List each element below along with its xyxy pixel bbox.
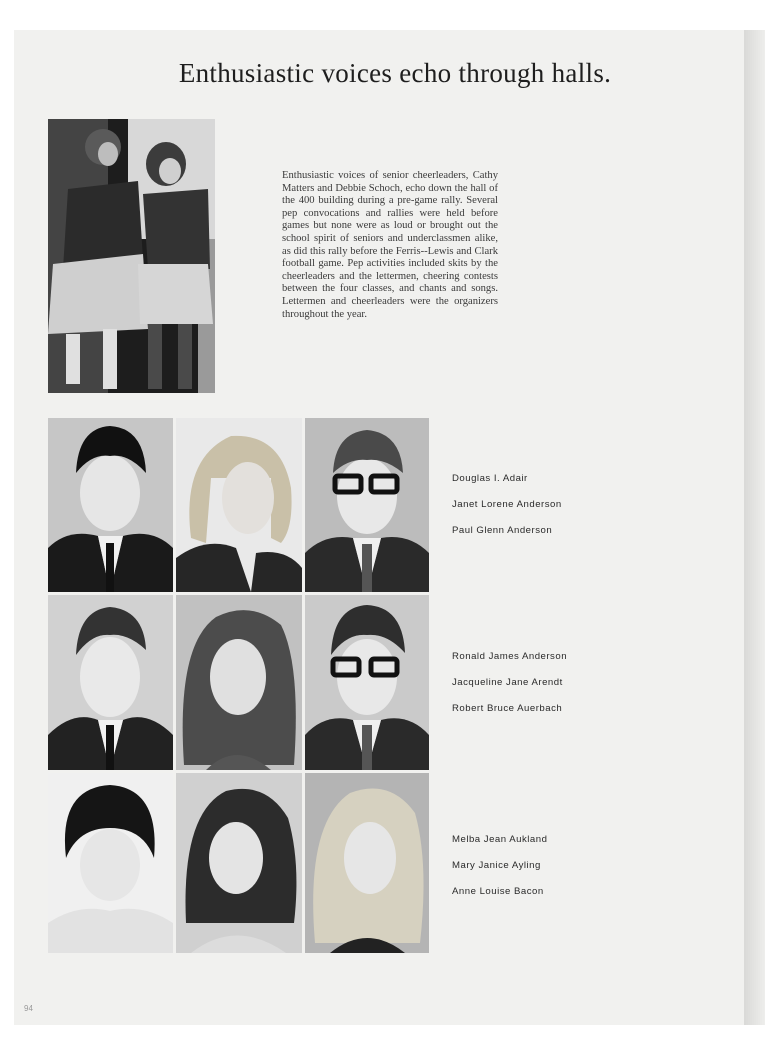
student-name: Robert Bruce Auerbach — [452, 703, 563, 714]
portrait-photo — [176, 595, 302, 770]
student-name: Anne Louise Bacon — [452, 886, 544, 897]
photo-caption: Enthusiastic voices of senior cheerleaders, Cathy Matters and Debbie Schoch, echo down the hall of the 400 building during a pre-game rally. Several pep convocations and rallies were held before games but none were as loud or brought out the school spirit of seniors and underclassmen alike, as did this rally before the Ferris--Lewis and Clark football game. Pep activities included skits by the cheerleaders and the lettermen, cheering contests between the four classes, and chants and songs. Lettermen and cheerleaders were the organizers throughout the year. — [282, 170, 498, 320]
portrait-photo — [305, 595, 429, 770]
portrait-photo — [48, 773, 173, 953]
student-name: Ronald James Anderson — [452, 651, 568, 662]
student-name: Douglas I. Adair — [452, 473, 528, 484]
portrait-photo — [48, 418, 173, 592]
portrait-photo — [176, 418, 302, 592]
cheerleaders-photo — [48, 119, 215, 393]
student-name: Jacqueline Jane Arendt — [452, 677, 563, 688]
names-list-row-1 — [452, 473, 562, 551]
names-list-row-3 — [452, 834, 547, 912]
names-list-row-2 — [452, 651, 567, 729]
student-name: Mary Janice Ayling — [452, 860, 541, 871]
page-edge-shadow — [744, 30, 765, 1025]
portrait-photo — [305, 418, 429, 592]
student-name: Melba Jean Aukland — [452, 834, 548, 845]
portrait-photo — [305, 773, 429, 953]
student-name: Janet Lorene Anderson — [452, 499, 562, 510]
student-name: Paul Glenn Anderson — [452, 525, 553, 536]
portrait-photo — [48, 595, 173, 770]
page-number: 94 — [24, 1004, 33, 1013]
portrait-photo — [176, 773, 302, 953]
page-title: Enthusiastic voices echo through halls. — [178, 58, 612, 88]
